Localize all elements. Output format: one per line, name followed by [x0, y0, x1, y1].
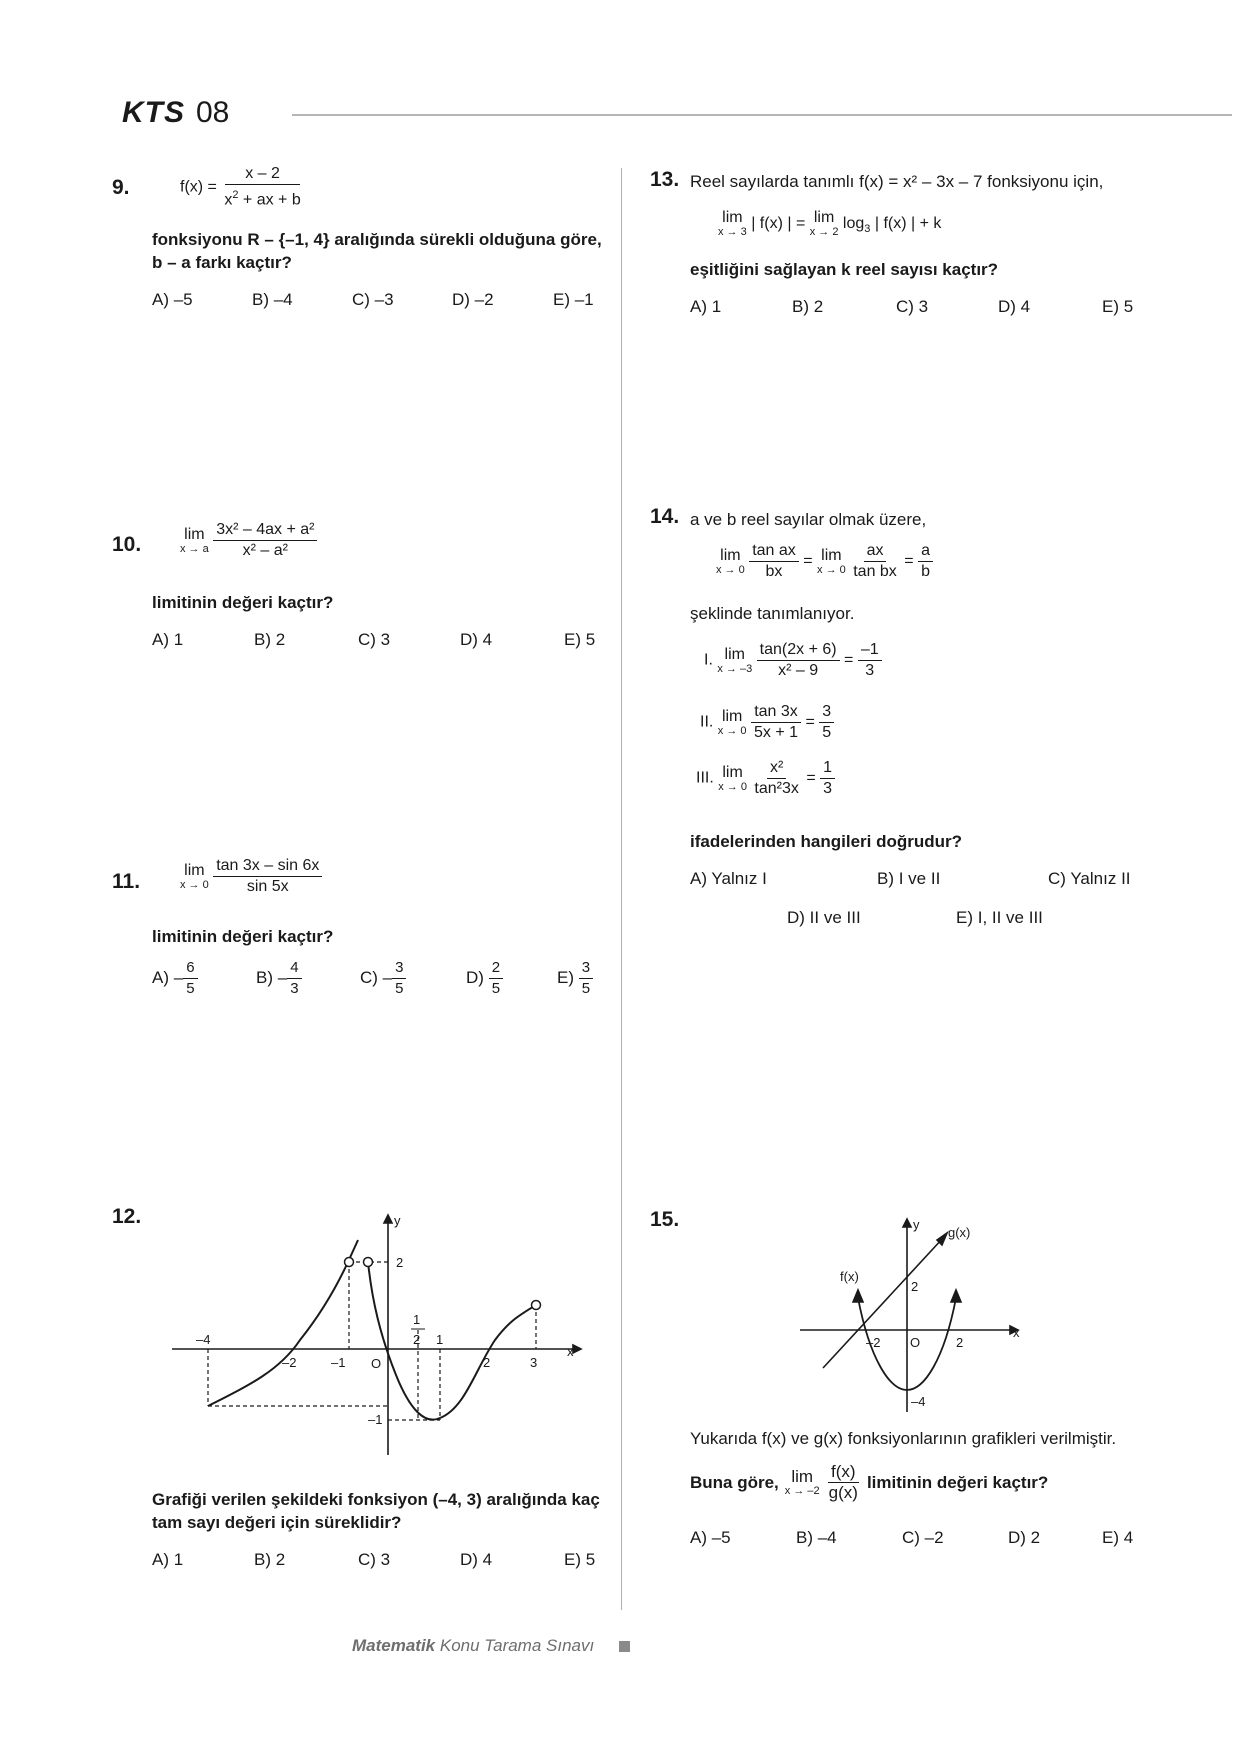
q14-intro: a ve b reel sayılar olmak üzere, [690, 510, 927, 529]
q15-note: Yukarıda f(x) ve g(x) fonksiyonlarının grafikleri verilmiştir. [690, 1429, 1117, 1448]
q9-fx-label: f(x) = [180, 178, 217, 196]
q11-denominator: sin 5x [246, 878, 289, 895]
q11-option-c[interactable]: C) – $\frac{3}{5}$ [360, 958, 406, 999]
q12-option-c[interactable]: C) 3 [358, 1550, 391, 1569]
q11-option-d[interactable]: D) $\frac{2}{5}$ [466, 958, 503, 999]
q12-option-e[interactable]: E) 5 [564, 1550, 596, 1569]
q12-x-arrow [573, 1345, 581, 1353]
q10-option-d[interactable]: D) 4 [460, 630, 493, 649]
q13-abs-1: | f(x) | = [751, 215, 806, 233]
q15-label-ytwo: 2 [911, 1279, 919, 1294]
q12-option-b[interactable]: B) 2 [254, 1550, 286, 1569]
q13-option-b[interactable]: B) 2 [792, 297, 824, 316]
q12-label-half-n: 1 [413, 1312, 421, 1327]
q12-open-point-2 [364, 1258, 373, 1267]
q12-label-three: 3 [530, 1355, 538, 1370]
q14-definition: lim x → 0 $\frac{\text{tan ax}}{bx}$ = lim x → 0 $\frac{ax}{\text{tan bx}}$ = $\frac{a}{b}$ [716, 541, 933, 582]
q15-lim: lim x → –2 [784, 1466, 820, 1497]
q14-option-b[interactable]: B) I ve II [877, 869, 941, 888]
q15-graph [795, 1210, 1035, 1420]
header-rule [292, 114, 1232, 116]
q15-label-y: y [913, 1217, 920, 1232]
q10-option-a[interactable]: A) 1 [152, 630, 184, 649]
q12-line1: Grafiği verilen şekildeki fonksiyon (–4, 3) aralığında kaç [152, 1490, 600, 1509]
q11-option-a[interactable]: A) – $\frac{6}{5}$ [152, 958, 198, 999]
q12-y-arrow [384, 1215, 392, 1223]
question-9-function [180, 164, 304, 210]
q12-curve-left [208, 1240, 358, 1406]
question-11-limit [180, 856, 322, 897]
q12-open-point-3 [532, 1301, 541, 1310]
q14-question: ifadelerinden hangileri doğrudur? [690, 832, 963, 851]
q10-lim: lim x → a [180, 525, 209, 555]
q11-option-b[interactable]: B) – $\frac{4}{3}$ [256, 958, 302, 999]
q15-fraction: $\frac{f(x)}{g(x)}$ [828, 1462, 858, 1502]
q14-statement-3: III. lim x → 0 $\frac{\text{x²}}{\text{tan²3x}}$ = $\frac{1}{3}$ [696, 758, 835, 799]
q14-option-e[interactable]: E) I, II ve III [956, 908, 1043, 927]
footer-square-icon [619, 1641, 630, 1652]
q9-option-d[interactable]: D) –2 [452, 290, 494, 309]
q11-numerator: tan 3x – sin 6x [213, 856, 322, 877]
q15-option-a[interactable]: A) –5 [690, 1528, 731, 1547]
q15-label-two: 2 [956, 1335, 964, 1350]
question-12-number: 12. [112, 1205, 142, 1228]
q12-label-m1: –1 [331, 1355, 346, 1370]
q15-label-m2: –2 [866, 1335, 881, 1350]
q10-fraction [213, 520, 317, 561]
q10-denominator: x² – a² [242, 542, 288, 559]
q12-curve-right [368, 1262, 536, 1420]
q10-option-e[interactable]: E) 5 [564, 630, 596, 649]
q11-question: limitinin değeri kaçtır? [152, 927, 334, 946]
q9-option-e[interactable]: E) –1 [553, 290, 594, 309]
q9-option-a[interactable]: A) –5 [152, 290, 193, 309]
q12-label-one: 1 [436, 1332, 444, 1347]
q12-label-y: y [394, 1213, 401, 1228]
q12-line2: tam sayı değeri için süreklidir? [152, 1513, 402, 1532]
header-brand: KTS [122, 96, 185, 129]
q9-fraction [221, 164, 303, 210]
footer-text: Matematik Konu Tarama Sınavı [352, 1636, 595, 1655]
q13-abs-2: | f(x) | + k [874, 215, 942, 233]
q15-option-d[interactable]: D) 2 [1008, 1528, 1041, 1547]
question-15-number: 15. [650, 1208, 680, 1231]
question-9-number: 9. [112, 176, 130, 199]
q13-option-e[interactable]: E) 5 [1102, 297, 1134, 316]
column-divider [621, 168, 622, 1610]
q13-option-c[interactable]: C) 3 [896, 297, 929, 316]
q14-option-c[interactable]: C) Yalnız II [1048, 869, 1131, 888]
q14-statement-1: I. lim x → –3 $\frac{\tan(2x + 6)}{\text{x² – 9}}$ = $\frac{-1}{3}$ [704, 640, 882, 681]
q13-question: eşitliğini sağlayan k reel sayısı kaçtır? [690, 260, 999, 279]
q12-label-half-d: 2 [413, 1332, 421, 1347]
q12-label-two: 2 [483, 1355, 491, 1370]
question-10-limit [180, 520, 317, 561]
q12-graph [160, 1200, 590, 1470]
q12-text [152, 1488, 600, 1534]
q10-question: limitinin değeri kaçtır? [152, 593, 334, 612]
q11-option-e[interactable]: E) $\frac{3}{5}$ [557, 958, 593, 999]
q10-option-c[interactable]: C) 3 [358, 630, 391, 649]
q12-open-point-1 [345, 1258, 354, 1267]
q9-option-b[interactable]: B) –4 [252, 290, 293, 309]
q12-label-ytwo: 2 [396, 1255, 404, 1270]
question-10-number: 10. [112, 533, 142, 556]
q12-label-ym1: –1 [368, 1412, 383, 1427]
q15-g-line [823, 1238, 943, 1368]
q9-denominator: $x^2$ + ax + b [224, 189, 301, 209]
q15-option-b[interactable]: B) –4 [796, 1528, 837, 1547]
q12-label-m2: –2 [282, 1355, 297, 1370]
q13-lim-1: lim x → 3 [718, 209, 747, 238]
q14-statement-2: II. lim x → 0 $\frac{\tan 3x}{5x + 1}$ = $\frac{3}{5}$ [700, 702, 834, 743]
q15-label-x: x [1013, 1325, 1020, 1340]
q15-suffix: limitinin değeri kaçtır? [866, 1473, 1049, 1492]
q9-line2: b – a farkı kaçtır? [152, 253, 292, 272]
q12-label-m4: –4 [196, 1332, 211, 1347]
q12-label-x: x [567, 1344, 574, 1359]
q10-numerator: 3x² – 4ax + a² [213, 520, 317, 541]
q13-lim-2: lim x → 2 [809, 209, 839, 238]
q12-option-a[interactable]: A) 1 [152, 1550, 184, 1569]
q15-label-f: f(x) [840, 1269, 859, 1284]
q15-option-c[interactable]: C) –2 [902, 1528, 944, 1547]
q13-intro: Reel sayılarda tanımlı f(x) = x² – 3x – 7 fonksiyonu için, [690, 172, 1104, 191]
q15-label-ym4: –4 [911, 1394, 926, 1409]
q13-log: $\log_3$ [842, 215, 871, 236]
q15-label-o: O [910, 1335, 921, 1350]
q15-question [690, 1462, 1048, 1503]
q11-lim: lim x → 0 [180, 861, 209, 891]
header-number: 08 [196, 96, 230, 129]
question-14-number: 14. [650, 505, 680, 528]
q14-defined: şeklinde tanımlanıyor. [690, 604, 855, 623]
q9-numerator: x – 2 [225, 164, 300, 185]
q10-option-b[interactable]: B) 2 [254, 630, 286, 649]
question-11-number: 11. [112, 870, 141, 893]
q15-label-g: g(x) [948, 1225, 971, 1240]
q9-line1: fonksiyonu R – {–1, 4} aralığında sürekli olduğuna göre, [152, 230, 602, 249]
q13-option-a[interactable]: A) 1 [690, 297, 722, 316]
q14-option-d[interactable]: D) II ve III [787, 908, 861, 927]
q11-fraction [213, 856, 322, 897]
q15-option-e[interactable]: E) 4 [1102, 1528, 1134, 1547]
q9-option-c[interactable]: C) –3 [352, 290, 394, 309]
q12-option-d[interactable]: D) 4 [460, 1550, 493, 1569]
q13-option-d[interactable]: D) 4 [998, 297, 1031, 316]
q15-prefix: Buna göre, [690, 1473, 779, 1492]
question-9-text [152, 228, 602, 274]
question-13-number: 13. [650, 168, 680, 191]
q12-label-o: O [371, 1356, 382, 1371]
q14-option-a[interactable]: A) Yalnız I [690, 869, 767, 888]
q13-equation [718, 210, 941, 238]
